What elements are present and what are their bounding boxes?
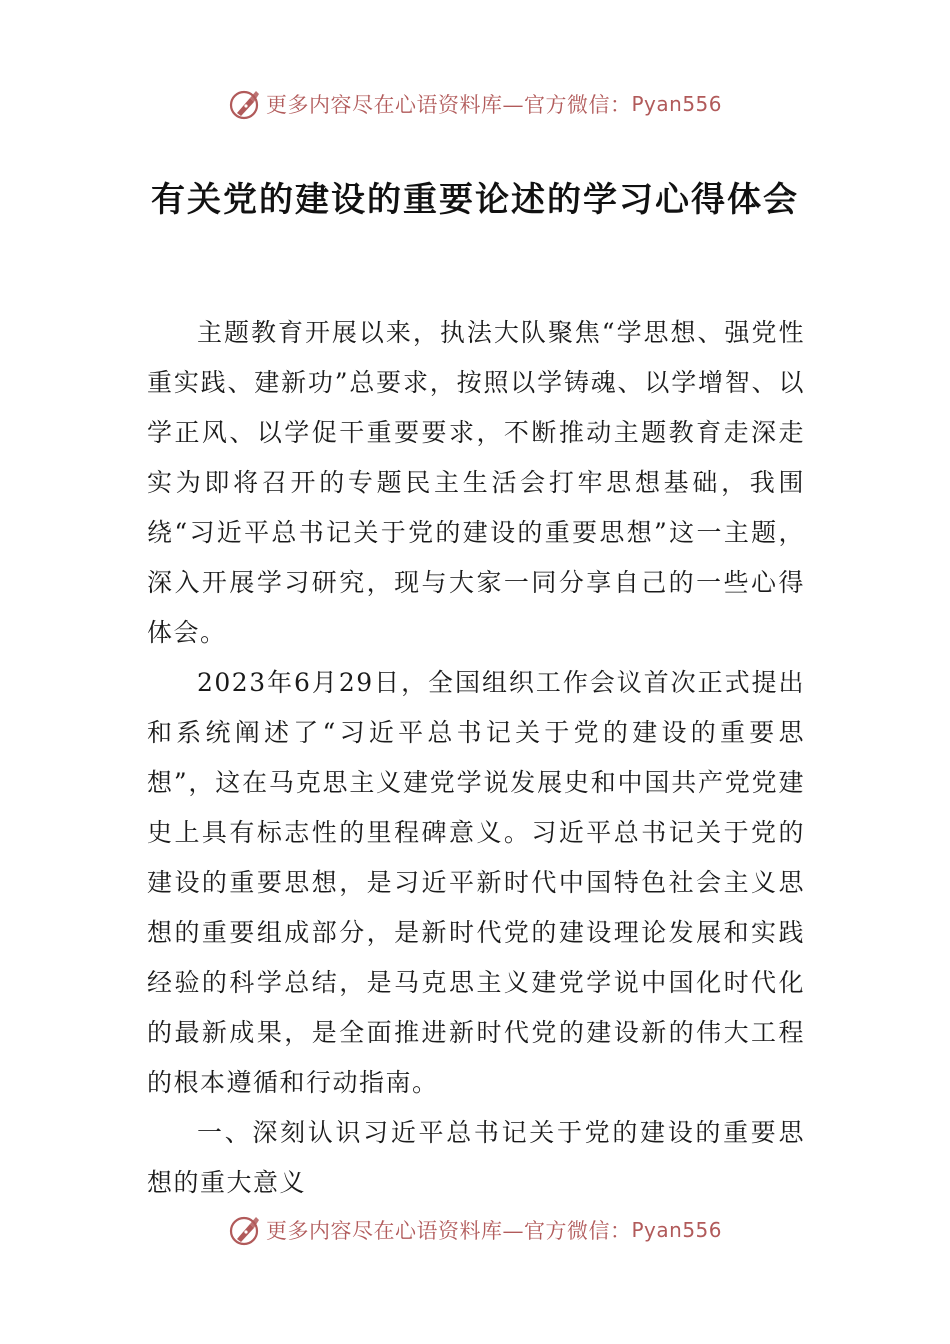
pen-nib-icon: [228, 87, 262, 121]
pen-nib-icon: [228, 1213, 262, 1247]
paragraph-intro: 主题教育开展以来，执法大队聚焦“学思想、强党性重实践、建新功”总要求，按照以学铸魂、以学增智、以学正风、以学促干重要要求，不断推动主题教育走深走实为即将召开的专题民主生活会打牢思想基础，我围绕“习近平总书记关于党的建设的重要思想”这一主题，深入开展学习研究，现与大家一同分享自己的一些心得体会。: [147, 318, 805, 647]
footer-banner: [0, 1210, 950, 1250]
document-body: [147, 308, 805, 1208]
banner-wechat-id: Pyan556: [631, 92, 722, 116]
banner-wechat-id: Pyan556: [631, 1218, 722, 1242]
banner-text: 更多内容尽在心语资料库—官方微信：: [265, 93, 632, 117]
document-title: 有关党的建设的重要论述的学习心得体会: [151, 180, 799, 220]
section-heading-1: 一、深刻认识习近平总书记关于党的建设的重要思想的重大意义: [147, 1118, 805, 1197]
paragraph-background: 2023年6月29日，全国组织工作会议首次正式提出和系统阐述了“习近平总书记关于党的建设的重要思想”，这在马克思主义建党学说发展史和中国共产党党建史上具有标志性的里程碑意义。习近平总书记关于党的建设的重要思想，是习近平新时代中国特色社会主义思想的重要组成部分，是新时代党的建设理论发展和实践经验的科学总结，是马克思主义建党学说中国化时代化的最新成果，是全面推进新时代党的建设新的伟大工程的根本遵循和行动指南。: [147, 668, 805, 1097]
banner-text: 更多内容尽在心语资料库—官方微信：: [265, 1219, 632, 1243]
header-banner: [0, 84, 950, 124]
